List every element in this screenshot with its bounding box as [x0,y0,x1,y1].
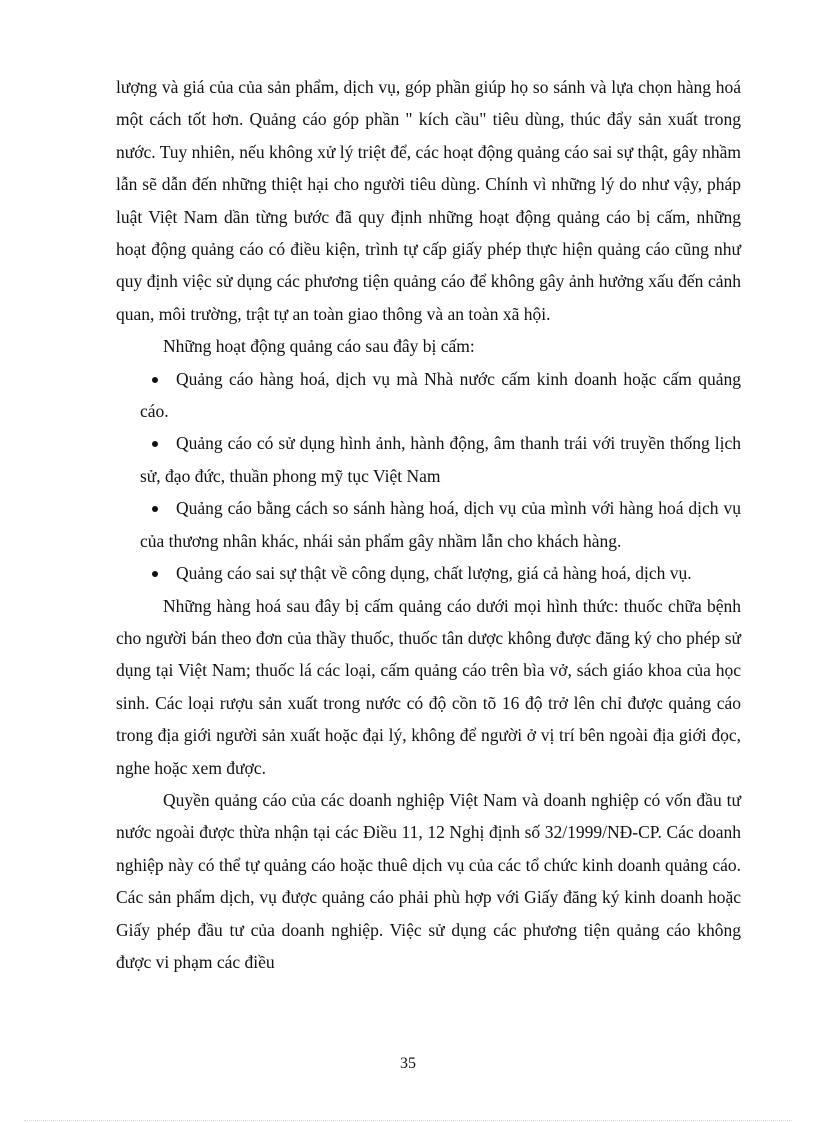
paragraph-prohibited-intro: Những hoạt động quảng cáo sau đây bị cấm: [163,336,475,357]
list-item-text: Quảng cáo bằng cách so sánh hàng hoá, dịch vụ của mình với hàng hoá dịch vụ của thương nhân khác, nhái sản phẩm gây nhầm lẫn cho khách hàng. [140,498,741,551]
list-item [116,363,741,428]
page-number: 35 [400,1055,416,1072]
list-item-text: Quảng cáo có sử dụng hình ảnh, hành động, âm thanh trái với truyền thống lịch sử, đạo đức, thuần phong mỹ tục Việt Nam [140,433,741,486]
list-item [116,427,741,492]
page-content [116,71,741,978]
prohibited-activities-list [116,363,741,590]
paragraph-advertising-benefits: lượng và giá của của sản phẩm, dịch vụ, góp phần giúp họ so sánh và lựa chọn hàng hoá một cách tốt hơn. Quảng cáo góp phần " kích cầu" tiêu dùng, thúc đẩy sản xuất trong nước. Tuy nhiên, nếu không xử lý triệt để, các hoạt động quảng cáo sai sự thật, gây nhầm lẫn sẽ dẫn đến những thiệt hại cho người tiêu dùng. Chính vì những lý do như vậy, pháp luật Việt Nam dần từng bước đã quy định những hoạt động quảng cáo bị cấm, những hoạt động quảng cáo có điều kiện, trình tự cấp giấy phép thực hiện quảng cáo cũng như quy định việc sử dụng các phương tiện quảng cáo để không gây ảnh hưởng xấu đến cảnh quan, môi trường, trật tự an toàn giao thông và an toàn xã hội. [116,77,741,324]
list-item [116,557,741,589]
list-item-text: Quảng cáo sai sự thật về công dụng, chất lượng, giá cả hàng hoá, dịch vụ. [176,563,692,584]
bullet-icon [152,377,158,383]
list-item-text: Quảng cáo hàng hoá, dịch vụ mà Nhà nước cấm kinh doanh hoặc cấm quảng cáo. [140,368,741,422]
list-item [116,492,741,557]
paragraph-advertising-rights: Quyền quảng cáo của các doanh nghiệp Việt Nam và doanh nghiệp có vốn đầu tư nước ngoài được thừa nhận tại các Điều 11, 12 Nghị định số 32/1999/NĐ-CP. Các doanh nghiệp này có thể tự quảng cáo hoặc thuê dịch vụ của các tổ chức kinh doanh quảng cáo. Các sản phẩm dịch, vụ được quảng cáo phải phù hợp với Giấy đăng ký kinh doanh hoặc Giấy phép đầu tư của doanh nghiệp. Việc sử dụng các phương tiện quảng cáo không được vi phạm các điều [116,789,741,972]
footer-divider [24,1120,792,1121]
paragraph-banned-goods: Những hàng hoá sau đây bị cấm quảng cáo dưới mọi hình thức: thuốc chữa bệnh cho người bán theo đơn của thầy thuốc, thuốc tân dược không được đăng ký cho phép sử dụng tại Việt Nam; thuốc lá các loại, cấm quảng cáo trên bìa vở, sách giáo khoa của học sinh. Các loại rượu sản xuất trong nước có độ cồn tõ 16 độ trở lên chỉ được quảng cáo trong địa giới người sản xuất hoặc đại lý, không để người ở vị trí bên ngoài địa giới đọc, nghe hoặc xem được. [116,595,741,778]
